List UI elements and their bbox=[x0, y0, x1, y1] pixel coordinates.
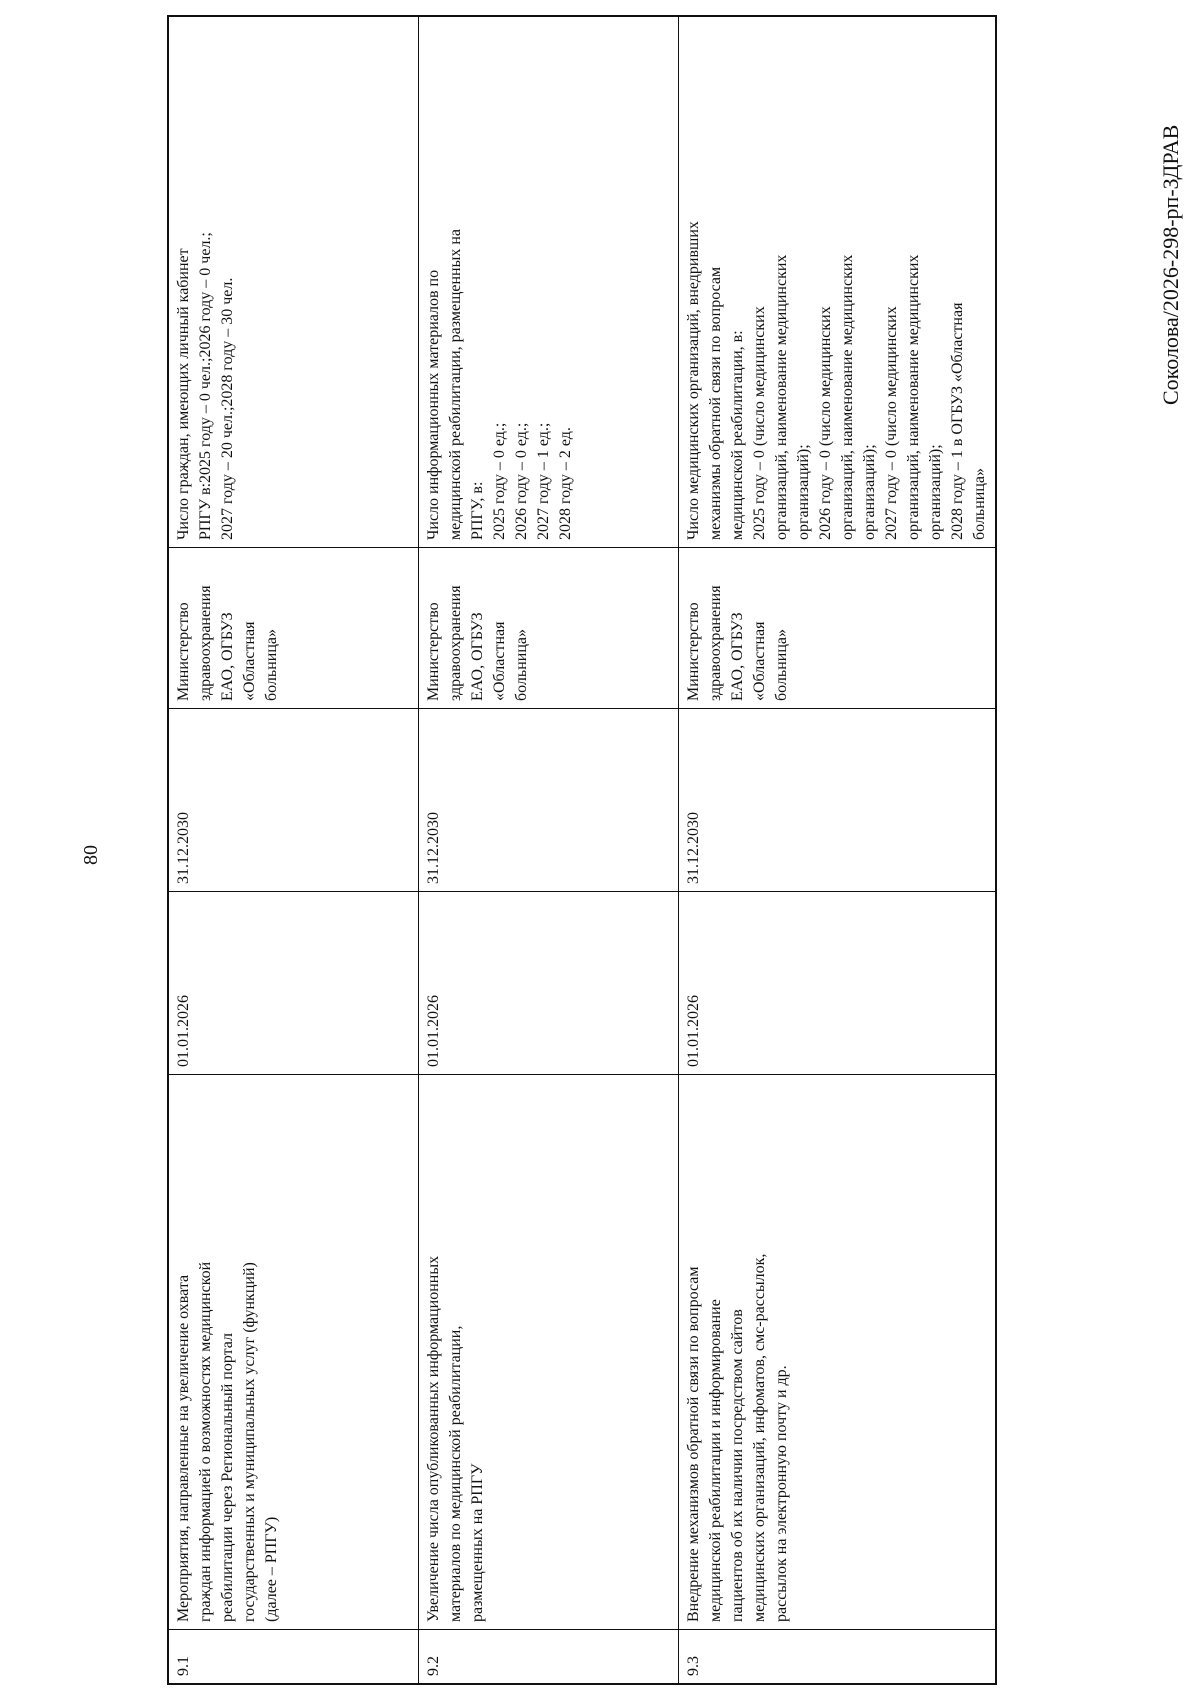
row-number-cell: 9.3 bbox=[678, 1630, 996, 1685]
table-row bbox=[678, 16, 996, 1684]
indicator-cell-line: 2027 году – 20 чел.;2028 году – 30 чел. bbox=[219, 277, 236, 540]
measure-description-cell-line: реабилитации через Региональный портал bbox=[219, 1332, 236, 1622]
measure-description-cell-line: Внедрение механизмов обратной связи по вопросам bbox=[684, 1266, 702, 1622]
indicator-cell-line: медицинской реабилитации, размещенных на bbox=[446, 228, 464, 540]
indicator-cell-line: организаций); bbox=[926, 444, 944, 540]
measure-description-cell-line: размещенных на РПГУ bbox=[468, 1463, 486, 1622]
start-date-cell: 01.01.2026 bbox=[418, 892, 678, 1075]
indicator-cell-line: организаций, наименование медицинских bbox=[772, 254, 790, 540]
indicator-cell-line: Число медицинских организаций, внедривших bbox=[684, 221, 702, 540]
measure-description-cell-line: пациентов об их наличии посредством сайтов bbox=[728, 1309, 746, 1622]
indicator-cell-line: Число информационных материалов по bbox=[424, 269, 442, 540]
page-number: 80 bbox=[80, 845, 102, 865]
indicator-cell-line: организаций); bbox=[860, 444, 878, 540]
end-date-cell: 31.12.2030 bbox=[418, 709, 678, 892]
end-date-cell: 31.12.2030 bbox=[168, 709, 418, 892]
measure-description-cell bbox=[418, 1075, 678, 1630]
measure-description-cell bbox=[168, 1075, 418, 1630]
responsible-cell-line: здравоохранения bbox=[197, 585, 214, 701]
row-number-cell: 9.2 bbox=[418, 1630, 678, 1685]
document-code: Соколова/2026-298-рп-ЗДРАВ bbox=[1158, 124, 1183, 405]
responsible-cell-line: «Областная bbox=[490, 621, 508, 701]
indicator-cell bbox=[418, 16, 678, 548]
measure-description-cell-line: медицинской реабилитации и информирование bbox=[706, 1299, 724, 1622]
indicator-cell-line: 2027 году – 0 (число медицинских bbox=[882, 306, 900, 540]
indicator-cell-line: организаций, наименование медицинских bbox=[838, 254, 856, 540]
indicator-cell-line: 2027 году – 1 ед.; bbox=[534, 422, 552, 540]
responsible-cell bbox=[168, 548, 418, 709]
responsible-cell-line: ЕАО, ОГБУЗ bbox=[219, 612, 236, 701]
indicator-cell-line: 2026 году – 0 (число медицинских bbox=[816, 306, 834, 540]
responsible-cell-line: Министерство bbox=[175, 602, 192, 701]
measure-description-cell-line: Увеличение числа опубликованных информационных bbox=[424, 1255, 442, 1622]
responsible-cell-line: ЕАО, ОГБУЗ bbox=[728, 612, 746, 701]
indicator-cell-line: организаций); bbox=[794, 444, 812, 540]
measure-description-cell bbox=[678, 1075, 996, 1630]
start-date-cell: 01.01.2026 bbox=[168, 892, 418, 1075]
measure-description-cell-line: граждан информацией о возможностях медицинской bbox=[197, 1261, 214, 1622]
responsible-cell bbox=[418, 548, 678, 709]
responsible-cell-line: здравоохранения bbox=[446, 585, 464, 701]
indicator-cell-line: 2026 году – 0 ед.; bbox=[512, 422, 530, 540]
measure-description-cell-line: рассылок на электронную почту и др. bbox=[772, 1365, 790, 1622]
indicator-cell-line: медицинской реабилитации, в: bbox=[728, 330, 746, 540]
measure-description-cell-line: (далее – РПГУ) bbox=[263, 1516, 280, 1622]
responsible-cell-line: больница» bbox=[772, 629, 790, 701]
indicator-cell-line: 2028 году – 1 в ОГБУЗ «Областная bbox=[948, 302, 966, 540]
indicator-cell-line: РПГУ в:2025 году – 0 чел.;2026 году – 0 чел.; bbox=[197, 232, 214, 540]
indicator-cell-line: 2028 году – 2 ед. bbox=[556, 427, 574, 540]
indicator-cell-line: больница» bbox=[970, 468, 988, 540]
start-date-cell: 01.01.2026 bbox=[678, 892, 996, 1075]
indicator-cell-line: механизмы обратной связи по вопросам bbox=[706, 266, 724, 540]
indicator-cell-line: Число граждан, имеющих личный кабинет bbox=[175, 248, 192, 540]
indicator-cell bbox=[168, 16, 418, 548]
indicator-cell-line: организаций, наименование медицинских bbox=[904, 254, 922, 540]
responsible-cell-line: больница» bbox=[263, 629, 280, 701]
indicator-cell-line: РПГУ, в: bbox=[468, 481, 486, 540]
row-number-cell: 9.1 bbox=[168, 1630, 418, 1685]
indicator-cell bbox=[678, 16, 996, 548]
responsible-cell-line: «Областная bbox=[241, 621, 258, 701]
table-row bbox=[168, 16, 418, 1684]
end-date-cell: 31.12.2030 bbox=[678, 709, 996, 892]
indicator-cell-line: 2025 году – 0 (число медицинских bbox=[750, 306, 768, 540]
responsible-cell-line: здравоохранения bbox=[706, 585, 724, 701]
table-row bbox=[418, 16, 678, 1684]
measure-description-cell-line: Мероприятия, направленные на увеличение охвата bbox=[175, 1274, 192, 1622]
measure-description-cell-line: государственных и муниципальных услуг (функций) bbox=[241, 1262, 258, 1622]
responsible-cell bbox=[678, 548, 996, 709]
measure-description-cell-line: материалов по медицинской реабилитации, bbox=[446, 1325, 464, 1622]
measure-description-cell-line: медицинских организаций, инфоматов, смс-рассылок, bbox=[750, 1253, 768, 1622]
responsible-cell-line: Министерство bbox=[424, 602, 442, 701]
responsible-cell-line: «Областная bbox=[750, 621, 768, 701]
responsible-cell-line: Министерство bbox=[684, 602, 702, 701]
table-body bbox=[168, 16, 996, 1684]
indicator-cell-line: 2025 году – 0 ед.; bbox=[490, 422, 508, 540]
responsible-cell-line: ЕАО, ОГБУЗ bbox=[468, 612, 486, 701]
responsible-cell-line: больница» bbox=[512, 629, 530, 701]
measures-table bbox=[167, 15, 997, 1685]
